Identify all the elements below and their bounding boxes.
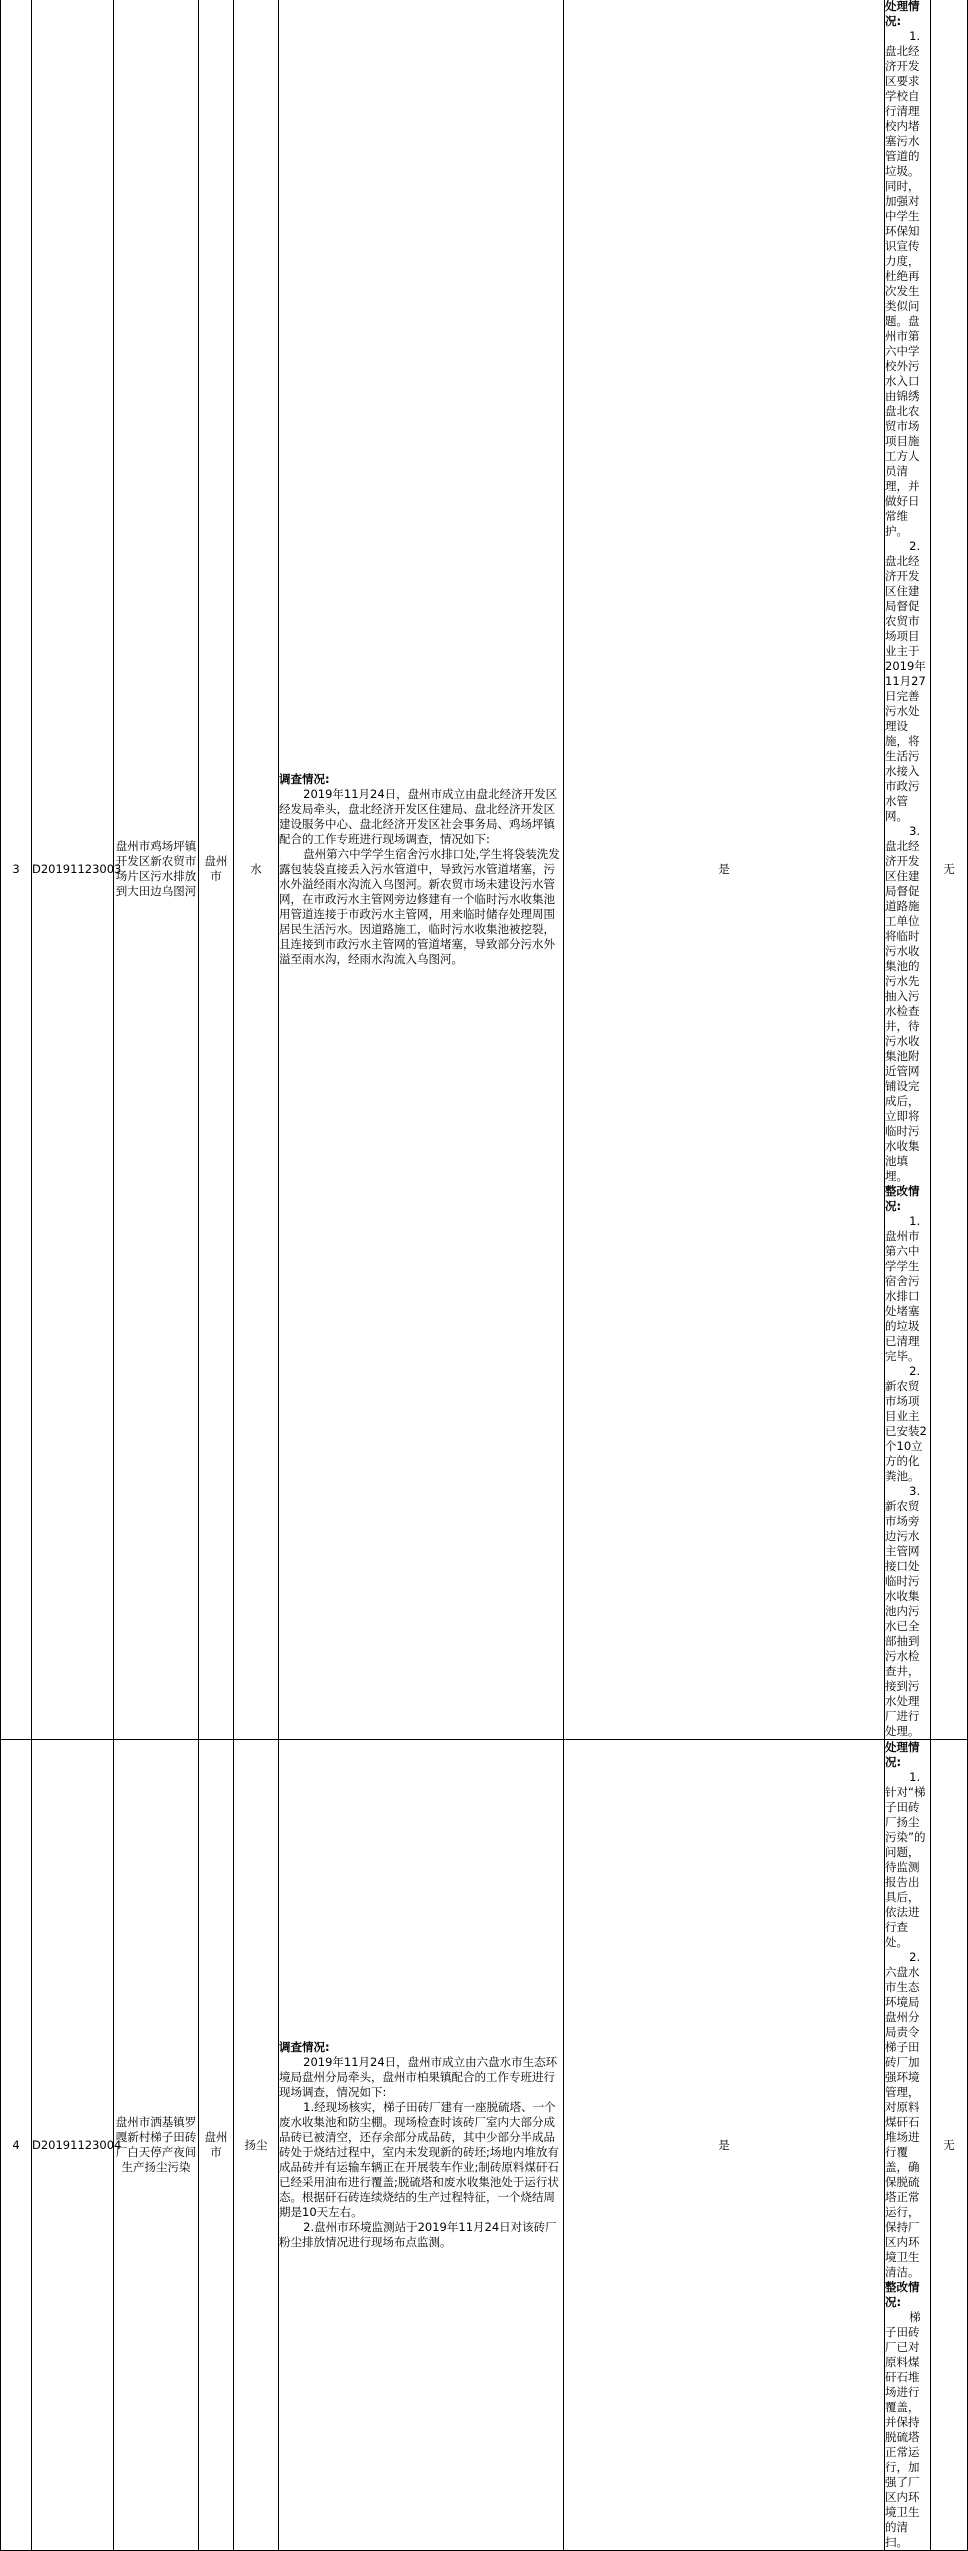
rectify-heading: 整改情况: [885, 1184, 920, 1213]
survey-heading: 调查情况: [279, 771, 330, 786]
row-number: 4 [1, 1740, 32, 2551]
table-row [1, 1740, 968, 2551]
complaint-location: 盘州市洒基镇罗嘎新村梯子田砖厂白天停产夜间生产扬尘污染 [114, 1740, 199, 2551]
survey-paragraph: 2019年11月24日，盘州市成立由盘北经济开发区经发局牵头，盘北经济开发区住建局、盘北经济开发区建设服务中心、盘北经济开发区社会事务局、鸡场坪镇配合的工作专班进行现场调查，情况如下: [279, 786, 558, 846]
handling-cell [885, 1740, 931, 2551]
rectify-heading: 整改情况: [885, 2280, 920, 2309]
rectify-paragraph: 3.新农贸市场旁边污水主管网接口处临时污水收集池内污水已全部抽到污水检查井，接到污水处理厂进行处理。 [885, 1484, 921, 1738]
pollution-type: 扬尘 [234, 1740, 279, 2551]
handling-paragraph: 2.六盘水市生态环境局盘州分局责令梯子田砖厂加强环境管理，对原料煤矸石堆场进行覆盖，确保脱硫塔正常运行，保持厂区内环境卫生清洁。 [885, 1950, 921, 2279]
rectify-paragraph: 梯子田砖厂已对原料煤矸石堆场进行覆盖，并保持脱硫塔正常运行，加强了厂区内环境卫生的清扫。 [885, 2310, 921, 2549]
survey-paragraph: 2.盘州市环境监测站于2019年11月24日对该砖厂粉尘排放情况进行现场布点监测。 [279, 2220, 557, 2249]
handling-paragraph: 1.针对“梯子田砖厂扬尘污染”的问题，待监测报告出具后，依法进行查处。 [885, 1770, 926, 1949]
city: 盘州市 [199, 0, 234, 1740]
rectify-paragraph: 2.新农贸市场项目业主已安装2个10立方的化粪池。 [885, 1364, 927, 1483]
remark: 无 [931, 0, 968, 1740]
handling-paragraph: 3.盘北经济开发区住建局督促道路施工单位将临时污水收集池的污水先抽入污水检查井，待污水收集池附近管网铺设完成后，立即将临时污水收集池填埋。 [885, 824, 921, 1183]
survey-cell [279, 1740, 564, 2551]
verdict: 是 [564, 0, 885, 1740]
verdict: 是 [564, 1740, 885, 2551]
rectify-paragraph: 1.盘州市第六中学学生宿舍污水排口处堵塞的垃圾已清理完毕。 [885, 1214, 921, 1363]
pollution-type: 水 [234, 0, 279, 1740]
handling-paragraph: 1.盘北经济开发区要求学校自行清理校内堵塞污水管道的垃圾。同时，加强对中学生环保知识宣传力度，杜绝再次发生类似问题。盘州市第六中学校外污水入口由锦绣盘北农贸市场项目施工方人员清理，并做好日常维护。 [885, 29, 921, 538]
survey-heading: 调查情况: [279, 2040, 330, 2054]
row-number: 3 [1, 0, 32, 1740]
city: 盘州市 [199, 1740, 234, 2551]
handling-cell [885, 0, 931, 1740]
case-code: D20191123004 [32, 1740, 114, 2551]
remark: 无 [931, 1740, 968, 2551]
survey-paragraph: 盘州第六中学学生宿舍污水排口处,学生将袋装洗发露包装袋直接丢入污水管道中，导致污水管道堵塞，污水外溢经雨水沟流入乌图河。新农贸市场未建设污水管网，在市政污水主管网旁边修建有一个临时污水收集池用管道连接于市政污水主管网，用来临时储存处理周围居民生活污水。因道路施工，临时污水收集池被挖裂，且连接到市政污水主管网的管道堵塞，导致部分污水外溢至雨水沟，经雨水沟流入乌图河。 [279, 846, 560, 966]
survey-cell [279, 0, 564, 1740]
survey-paragraph: 2019年11月24日，盘州市成立由六盘水市生态环境局盘州分局牵头，盘州市柏果镇配合的工作专班进行现场调查，情况如下: [279, 2055, 558, 2099]
handling-heading: 处理情况: [885, 1740, 920, 1769]
table-row [1, 0, 968, 1740]
survey-paragraph: 1.经现场核实，梯子田砖厂建有一座脱硫塔、一个废水收集池和防尘棚。现场检查时该砖厂室内大部分成品砖已被清空，还存余部分成品砖，其中少部分半成品砖处于烧结过程中，室内未发现新的砖坯;场地内堆放有成品砖并有运输车辆正在开展装车作业;制砖原料煤矸石已经采用油布进行覆盖;脱硫塔和废水收集池处于运行状态。根据矸石砖连续烧结的生产过程特征，一个烧结周期是10天左右。 [279, 2100, 559, 2219]
handling-paragraph: 2.盘北经济开发区住建局督促农贸市场项目业主于2019年11月27日完善污水处理设施，将生活污水接入市政污水管网。 [885, 539, 926, 823]
complaint-location: 盘州市鸡场坪镇开发区新农贸市场片区污水排放到大田边乌图河 [114, 0, 199, 1740]
case-code: D20191123003 [32, 0, 114, 1740]
handling-heading: 处理情况: [885, 0, 920, 28]
